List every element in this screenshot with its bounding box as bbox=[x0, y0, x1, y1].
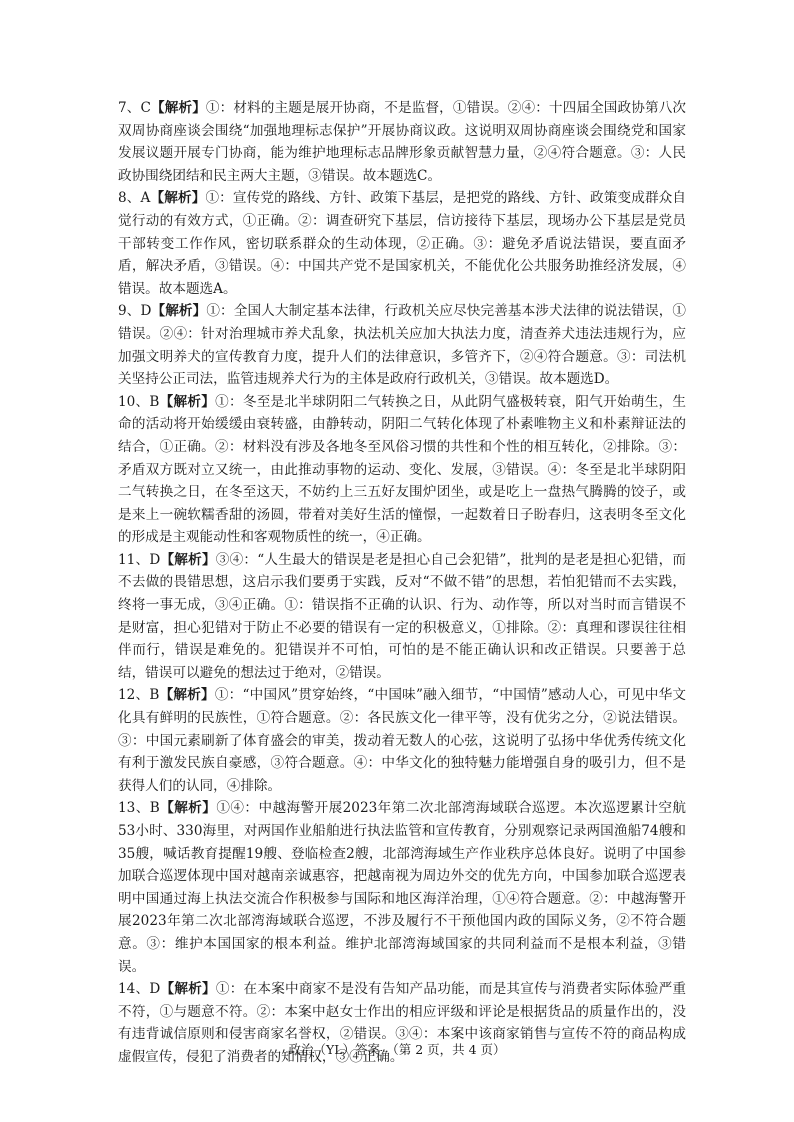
answer-list bbox=[118, 97, 686, 1069]
answer-text: ①：全国人大制定基本法律，行政机关应尽快完善基本涉犬法律的说法错误，①错误。②④：针对治理城市养犬乱象，执法机关应加大执法力度，清查养犬违法违规行为，应加强文明养犬的宣传教育力度，提升人们的法律意识，多管齐下，②④符合题意。③：司法机关坚持公正司法，监管违规养犬行为的主体是政府行政机关，③错误。故本题选D。 bbox=[118, 303, 686, 388]
answer-text: ①：材料的主题是展开协商，不是监督，①错误。②④：十四届全国政协第八次双周协商座谈会围绕“加强地理标志保护”开展协商议政。这说明双周协商座谈会围绕党和国家发展议题开展专门协商，能为维护地理标志品牌形象贡献智慧力量，②④符合题意。③：人民政协围绕团结和民主两大主题，③错误。故本题选C。 bbox=[118, 100, 687, 184]
answer-text: ③④：“人生最大的错误是老是担心自己会犯错”，批判的是老是担心犯错，而不去做的畏错思想，这启示我们要勇于实践，反对“不做不错”的思想，若怕犯错而不去实践，终将一事无成，③④正确。①：错误指不正确的认识、行为、动作等，所以对当时而言错误不是财富，担心犯错对于防止不必要的错误有一定的积极意义，①排除。②：真理和谬误往往相伴而行，错误是难免的。犯错误并不可怕，可怕的是不能正确认识和改正错误。只要善于总结，错误可以避免的想法过于绝对，②错误。 bbox=[118, 551, 686, 681]
answer-number: 11、D bbox=[118, 551, 161, 568]
answer-number: 8、A bbox=[118, 190, 151, 207]
analysis-tag: 【解析】 bbox=[160, 981, 216, 998]
analysis-tag: 【解析】 bbox=[159, 687, 215, 704]
answer-number: 7、C bbox=[118, 100, 151, 116]
analysis-tag: 【解析】 bbox=[151, 303, 207, 320]
analysis-tag: 【解析】 bbox=[150, 100, 206, 116]
answer-number: 12、B bbox=[118, 687, 160, 704]
answer-number: 10、B bbox=[118, 393, 160, 410]
answer-item-9 bbox=[118, 300, 686, 390]
answer-text: ①：宣传党的路线、方针、政策下基层，是把党的路线、方针、政策变成群众自觉行动的有效方式，①正确。②：调查研究下基层，信访接待下基层，现场办公下基层是党员干部转变工作作风，密切联系群众的生动体现，②正确。③：避免矛盾说法错误，要直面矛盾，解决矛盾，③错误。④：中国共产党不是国家机关，不能优化公共服务助推经济发展，④错误。故本题选A。 bbox=[118, 190, 687, 297]
page-footer: 政治（YL）答案 （第 2 页，共 4 页） bbox=[288, 1042, 506, 1057]
answer-number: 14、D bbox=[118, 981, 161, 998]
answer-number: 13、B bbox=[118, 800, 160, 817]
answer-text: ①：在本案中商家不是没有告知产品功能，而是其宣传与消费者实际体验严重不符，①与题意不符。②：本案中赵女士作出的相应评级和评论是根据货品的质量作出的，没有违背诚信原则和侵害商家名誉权，②错误。③④：本案中该商家销售与宣传不符的商品构成虚假宣传，侵犯了消费者的知情权，③④正确。 bbox=[118, 981, 687, 1065]
answer-item-11 bbox=[118, 549, 686, 685]
analysis-tag: 【解析】 bbox=[150, 190, 206, 207]
analysis-tag: 【解析】 bbox=[159, 800, 217, 817]
answer-item-8 bbox=[118, 187, 686, 300]
analysis-tag: 【解析】 bbox=[160, 551, 216, 568]
answer-text: ①：“中国风”贯穿始终，“中国味”融入细节，“中国情”感动人心，可见中华文化具有鲜明的民族性，①符合题意。②：各民族文化一律平等，没有优劣之分，②说法错误。③：中国元素刷新了体育盛会的审美，拨动着无数人的心弦，这说明了弘扬中华优秀传统文化有利于激发民族自豪感，③符合题意。④：中华文化的独特魅力能增强自身的吸引力，但不是获得人们的认同，④排除。 bbox=[118, 687, 687, 794]
answer-text: ①④：中越海警开展2023年第二次北部湾海域联合巡逻。本次巡逻累计空航53小时、330海里，对两国作业船舶进行执法监管和宣传教育，分别观察记录两国渔船74艘和35艘，喊话教育提醒19艘、登临检查2艘，北部湾海域生产作业秩序总体良好。说明了中国参加联合巡逻体现中国对越南亲诚惠容，把越南视为周边外交的优先方向，中国参加联合巡逻表明中国通过海上执法交流合作积极参与国际和地区海洋治理，①④符合题意。②：中越海警开展2023年第二次北部湾海域联合巡逻，不涉及履行不干预他国内政的国际义务，②不符合题意。③：维护本国国家的根本利益。维护北部湾海域国家的共同利益而不是根本利益，③错误。 bbox=[118, 800, 686, 975]
answer-item-7 bbox=[118, 97, 686, 187]
answer-number: 9、D bbox=[118, 303, 152, 320]
answer-text: ①：冬至是北半球阴阳二气转换之日，从此阴气盛极转衰，阳气开始萌生，生命的活动将开始缓缓由衰转盛，由静转动，阴阳二气转化体现了朴素唯物主义和朴素辩证法的结合，①正确。②：材料没有涉及各地冬至风俗习惯的共性和个性的相互转化，②排除。③：矛盾双方既对立又统一，由此推动事物的运动、变化、发展，③错误。④：冬至是北半球阴阳二气转换之日，在冬至这天，不妨约上三五好友围炉团坐，或是吃上一盘热气腾腾的饺子，或是来上一碗软糯香甜的汤圆，带着对美好生活的憧憬，一起数着日子盼春归，这表明冬至文化的形成是主观能动性和客观物质性的统一，④正确。 bbox=[118, 393, 687, 546]
answer-item-12 bbox=[118, 684, 686, 797]
answer-item-13 bbox=[118, 797, 686, 978]
answer-item-10 bbox=[118, 391, 686, 549]
analysis-tag: 【解析】 bbox=[159, 393, 216, 410]
